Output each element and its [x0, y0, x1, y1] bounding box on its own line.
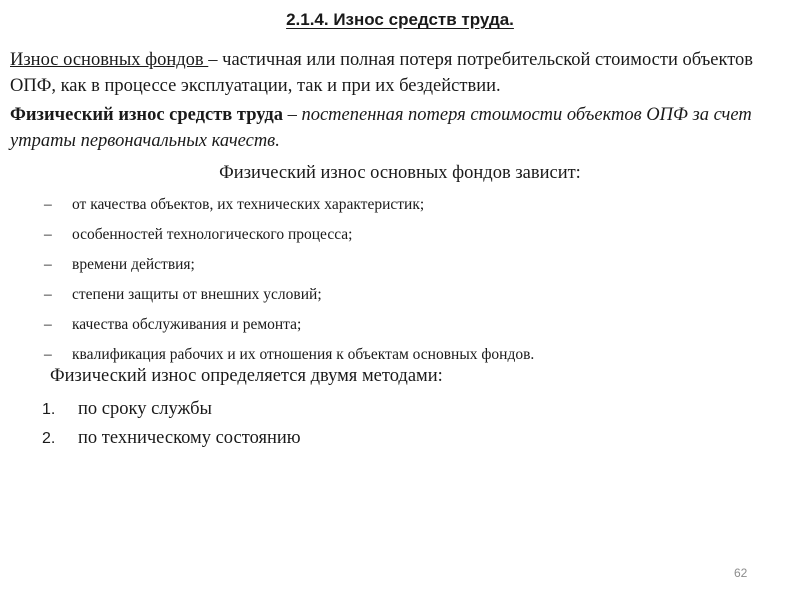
- factor-text: времени действия;: [72, 256, 195, 273]
- list-item: [0, 220, 534, 250]
- methods-list: [0, 395, 301, 453]
- list-item: [0, 280, 534, 310]
- list-number: 2.: [42, 430, 56, 447]
- depends-heading: Физический износ основных фондов зависит:: [219, 163, 581, 183]
- factors-list: [0, 190, 534, 370]
- dash-bullet: –: [44, 256, 52, 273]
- factor-text: качества обслуживания и ремонта;: [72, 316, 302, 333]
- dash-bullet: –: [44, 316, 52, 333]
- dash-bullet: –: [44, 346, 52, 363]
- list-item: [0, 190, 534, 220]
- factor-text: от качества объектов, их технических характеристик;: [72, 196, 425, 213]
- definition-wear: [10, 47, 795, 99]
- factor-text: степени защиты от внешних условий;: [72, 286, 322, 303]
- list-item: [0, 424, 301, 453]
- factor-text: особенностей технологического процесса;: [72, 226, 353, 243]
- list-item: [0, 310, 534, 340]
- dash-bullet: –: [44, 196, 52, 213]
- methods-heading: Физический износ определяется двумя методами:: [50, 366, 443, 386]
- factor-text: квалификация рабочих и их отношения к объектам основных фондов.: [72, 346, 535, 363]
- dash-bullet: –: [44, 226, 52, 243]
- dash-bullet: –: [44, 286, 52, 303]
- term-wear: Износ основных фондов: [10, 50, 209, 70]
- definition-physical-wear: [10, 102, 795, 154]
- definition-separator: –: [282, 105, 302, 125]
- method-text: по сроку службы: [78, 399, 212, 419]
- list-item: [0, 250, 534, 280]
- method-text: по техническому состоянию: [78, 428, 301, 448]
- definition-physical-wear-text: постепенная потеря стоимости объектов ОПФ за счет утраты первоначальных качеств.: [10, 105, 752, 151]
- page-number: 62: [734, 566, 748, 580]
- slide-title: 2.1.4. Износ средств труда.: [286, 10, 514, 29]
- definition-wear-text: – частичная или полная потеря потребительской стоимости объектов ОПФ, как в процессе эксплуатации, так и при их бездействии.: [10, 50, 754, 96]
- term-physical-wear: Физический износ средств труда: [10, 105, 283, 125]
- list-number: 1.: [42, 401, 56, 418]
- list-item: [0, 395, 301, 424]
